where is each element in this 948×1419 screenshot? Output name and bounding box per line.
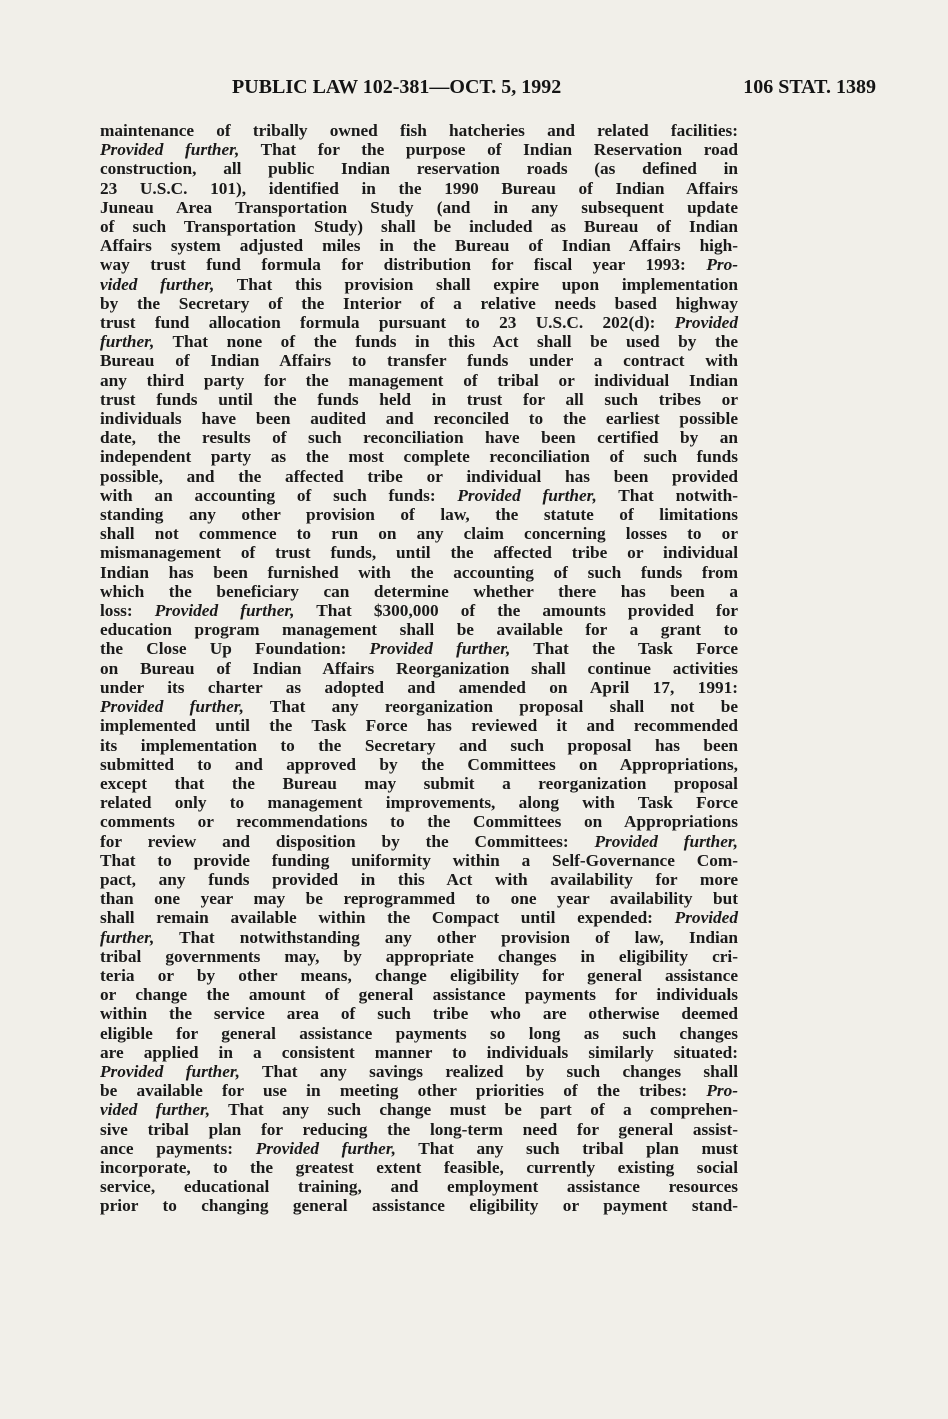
text-run: any third party for the management of tribal or individual Indian bbox=[100, 370, 738, 390]
text-run: That for the purpose of Indian Reservation road bbox=[239, 140, 738, 160]
text-run: pact, any funds provided in this Act with availability for more bbox=[100, 869, 738, 889]
text-line bbox=[100, 313, 738, 332]
text-run: That any reorganization proposal shall not be bbox=[243, 697, 738, 717]
running-head bbox=[100, 76, 876, 106]
text-run: be available for use in meeting other priorities of the tribes: bbox=[100, 1081, 707, 1101]
text-line bbox=[100, 543, 738, 562]
text-line bbox=[100, 1062, 738, 1081]
text-run: That any savings realized by such changes shall bbox=[239, 1061, 739, 1081]
text-line bbox=[100, 793, 738, 812]
italic-proviso: Provided further, bbox=[154, 601, 295, 621]
text-run: individuals have been audited and reconciled to the earliest possible bbox=[100, 409, 738, 429]
text-line bbox=[100, 620, 738, 639]
text-line bbox=[100, 1139, 738, 1158]
text-line bbox=[100, 1120, 738, 1139]
text-run: related only to management improvements, along with Task Force bbox=[100, 793, 738, 813]
text-line bbox=[100, 928, 738, 947]
text-line bbox=[100, 217, 738, 236]
text-line bbox=[100, 1177, 738, 1196]
text-run: loss: bbox=[100, 601, 155, 621]
text-line bbox=[100, 870, 738, 889]
text-line bbox=[100, 1100, 738, 1119]
italic-proviso: vided further, bbox=[100, 1100, 211, 1120]
text-line bbox=[100, 985, 738, 1004]
italic-proviso: Provided further, bbox=[369, 639, 511, 659]
text-line bbox=[100, 582, 738, 601]
text-line bbox=[100, 275, 738, 294]
text-run: than one year may be reprogrammed to one year availability but bbox=[100, 889, 738, 909]
text-line bbox=[100, 371, 738, 390]
text-run: independent party as the most complete reconciliation of such funds bbox=[100, 447, 738, 467]
text-run: incorporate, to the greatest extent feasible, currently existing social bbox=[100, 1157, 738, 1177]
text-run: shall not commence to run on any claim concerning losses to or bbox=[100, 524, 738, 544]
italic-proviso: further, bbox=[100, 927, 155, 947]
text-run: construction, all public Indian reservation roads (as defined in bbox=[100, 159, 738, 179]
text-run: That any such change must be part of a comprehen- bbox=[210, 1100, 738, 1120]
text-run: mismanagement of trust funds, until the affected tribe or individual bbox=[100, 543, 738, 563]
text-run: eligible for general assistance payments so long as such changes bbox=[100, 1023, 738, 1043]
text-run: tribal governments may, by appropriate changes in eligibility cri- bbox=[100, 946, 738, 966]
text-run: prior to changing general assistance eligibility or payment stand- bbox=[100, 1196, 738, 1216]
text-run: sive tribal plan for reducing the long-term need for general assist- bbox=[100, 1119, 738, 1139]
text-run: on Bureau of Indian Affairs Reorganization shall continue activities bbox=[100, 658, 738, 678]
text-run: Indian has been furnished with the accounting of such funds from bbox=[100, 562, 738, 582]
text-run: 23 U.S.C. 101), identified in the 1990 Bureau of Indian Affairs bbox=[100, 178, 738, 198]
text-run: of such Transportation Study) shall be included as Bureau of Indian bbox=[100, 217, 738, 237]
text-run: That any such tribal plan must bbox=[395, 1138, 738, 1158]
text-line bbox=[100, 467, 738, 486]
text-line bbox=[100, 563, 738, 582]
text-line bbox=[100, 1158, 738, 1177]
text-line bbox=[100, 198, 738, 217]
text-run: submitted to and approved by the Committees on Appropriations, bbox=[100, 754, 738, 774]
text-run: except that the Bureau may submit a reorganization proposal bbox=[100, 773, 738, 793]
text-line bbox=[100, 1043, 738, 1062]
statute-page-number: 106 STAT. 1389 bbox=[743, 76, 876, 98]
text-line bbox=[100, 966, 738, 985]
text-line bbox=[100, 390, 738, 409]
text-line bbox=[100, 716, 738, 735]
italic-proviso: vided further, bbox=[100, 274, 215, 294]
text-line bbox=[100, 1024, 738, 1043]
text-line bbox=[100, 505, 738, 524]
text-line bbox=[100, 447, 738, 466]
text-run: That none of the funds in this Act shall be used by the bbox=[154, 332, 738, 352]
text-line bbox=[100, 294, 738, 313]
text-run: implemented until the Task Force has reviewed it and recommended bbox=[100, 716, 738, 736]
italic-proviso: Provided further, bbox=[457, 485, 597, 505]
text-run: within the service area of such tribe who are otherwise deemed bbox=[100, 1004, 738, 1024]
text-run: That notwithstanding any other provision of law, Indian bbox=[154, 927, 738, 947]
text-line bbox=[100, 524, 738, 543]
text-line bbox=[100, 908, 738, 927]
italic-proviso: Provided bbox=[674, 313, 738, 333]
text-line bbox=[100, 755, 738, 774]
body-text bbox=[100, 121, 738, 1216]
text-run: Juneau Area Transportation Study (and in any subsequent update bbox=[100, 197, 738, 217]
text-run: under its charter as adopted and amended on April 17, 1991: bbox=[100, 677, 738, 697]
text-run: education program management shall be available for a grant to bbox=[100, 620, 738, 640]
text-run: the Close Up Foundation: bbox=[100, 639, 370, 659]
text-run: for review and disposition by the Committees: bbox=[100, 831, 595, 851]
text-run: trust fund allocation formula pursuant to 23 U.S.C. 202(d): bbox=[100, 313, 675, 333]
text-run: That the Task Force bbox=[510, 639, 738, 659]
text-line bbox=[100, 236, 738, 255]
text-run: possible, and the affected tribe or individual has been provided bbox=[100, 466, 738, 486]
text-run: date, the results of such reconciliation have been certified by an bbox=[100, 428, 738, 448]
text-run: standing any other provision of law, the statute of limitations bbox=[100, 505, 738, 525]
text-run: That to provide funding uniformity within a Self-Governance Com- bbox=[100, 850, 738, 870]
text-run: service, educational training, and employment assistance resources bbox=[100, 1177, 738, 1197]
text-line bbox=[100, 697, 738, 716]
text-run: by the Secretary of the Interior of a relative needs based highway bbox=[100, 293, 738, 313]
text-line bbox=[100, 812, 738, 831]
text-run: with an accounting of such funds: bbox=[100, 485, 458, 505]
italic-proviso: Provided further, bbox=[255, 1138, 396, 1158]
text-line bbox=[100, 121, 738, 140]
text-line bbox=[100, 159, 738, 178]
italic-proviso: Provided bbox=[674, 908, 738, 928]
text-line bbox=[100, 889, 738, 908]
text-line bbox=[100, 659, 738, 678]
text-line bbox=[100, 774, 738, 793]
text-line bbox=[100, 409, 738, 428]
text-line bbox=[100, 736, 738, 755]
text-run: its implementation to the Secretary and such proposal has been bbox=[100, 735, 738, 755]
text-run: trust funds until the funds held in trust for all such tribes or bbox=[100, 389, 738, 409]
text-run: way trust fund formula for distribution for fiscal year 1993: bbox=[100, 255, 707, 275]
text-run: which the beneficiary can determine whether there has been a bbox=[100, 581, 738, 601]
italic-proviso: further, bbox=[100, 332, 155, 352]
text-line bbox=[100, 179, 738, 198]
text-run: or change the amount of general assistance payments for individuals bbox=[100, 985, 738, 1005]
text-line bbox=[100, 1081, 738, 1100]
text-run: That $300,000 of the amounts provided for bbox=[294, 601, 739, 621]
text-run: That this provision shall expire upon implementation bbox=[214, 274, 738, 294]
text-run: teria or by other means, change eligibility for general assistance bbox=[100, 965, 738, 985]
text-run: maintenance of tribally owned fish hatcheries and related facilities: bbox=[100, 121, 738, 140]
text-line bbox=[100, 947, 738, 966]
text-line bbox=[100, 255, 738, 274]
italic-proviso: Pro- bbox=[706, 255, 738, 275]
text-line bbox=[100, 332, 738, 351]
text-line bbox=[100, 140, 738, 159]
text-line bbox=[100, 851, 738, 870]
text-run: That notwith- bbox=[596, 485, 738, 505]
italic-proviso: Pro- bbox=[706, 1081, 738, 1101]
italic-proviso: Provided further, bbox=[100, 1061, 240, 1081]
italic-proviso: Provided further, bbox=[100, 140, 240, 160]
text-line bbox=[100, 678, 738, 697]
text-run: are applied in a consistent manner to individuals similarly situated: bbox=[100, 1042, 738, 1062]
text-line bbox=[100, 486, 738, 505]
text-run: shall remain available within the Compact until expended: bbox=[100, 908, 675, 928]
text-line bbox=[100, 832, 738, 851]
text-line bbox=[100, 351, 738, 370]
text-run: Bureau of Indian Affairs to transfer funds under a contract with bbox=[100, 351, 738, 371]
italic-proviso: Provided further, bbox=[100, 697, 244, 717]
text-line bbox=[100, 639, 738, 658]
text-run: ance payments: bbox=[100, 1138, 256, 1158]
public-law-citation: PUBLIC LAW 102-381—OCT. 5, 1992 bbox=[232, 76, 562, 98]
text-run: Affairs system adjusted miles in the Bureau of Indian Affairs high- bbox=[100, 236, 738, 256]
text-line bbox=[100, 428, 738, 447]
text-line bbox=[100, 1196, 738, 1215]
text-run: comments or recommendations to the Committees on Appropriations bbox=[100, 812, 738, 832]
text-line bbox=[100, 1004, 738, 1023]
italic-proviso: Provided further, bbox=[594, 831, 738, 851]
text-line bbox=[100, 601, 738, 620]
